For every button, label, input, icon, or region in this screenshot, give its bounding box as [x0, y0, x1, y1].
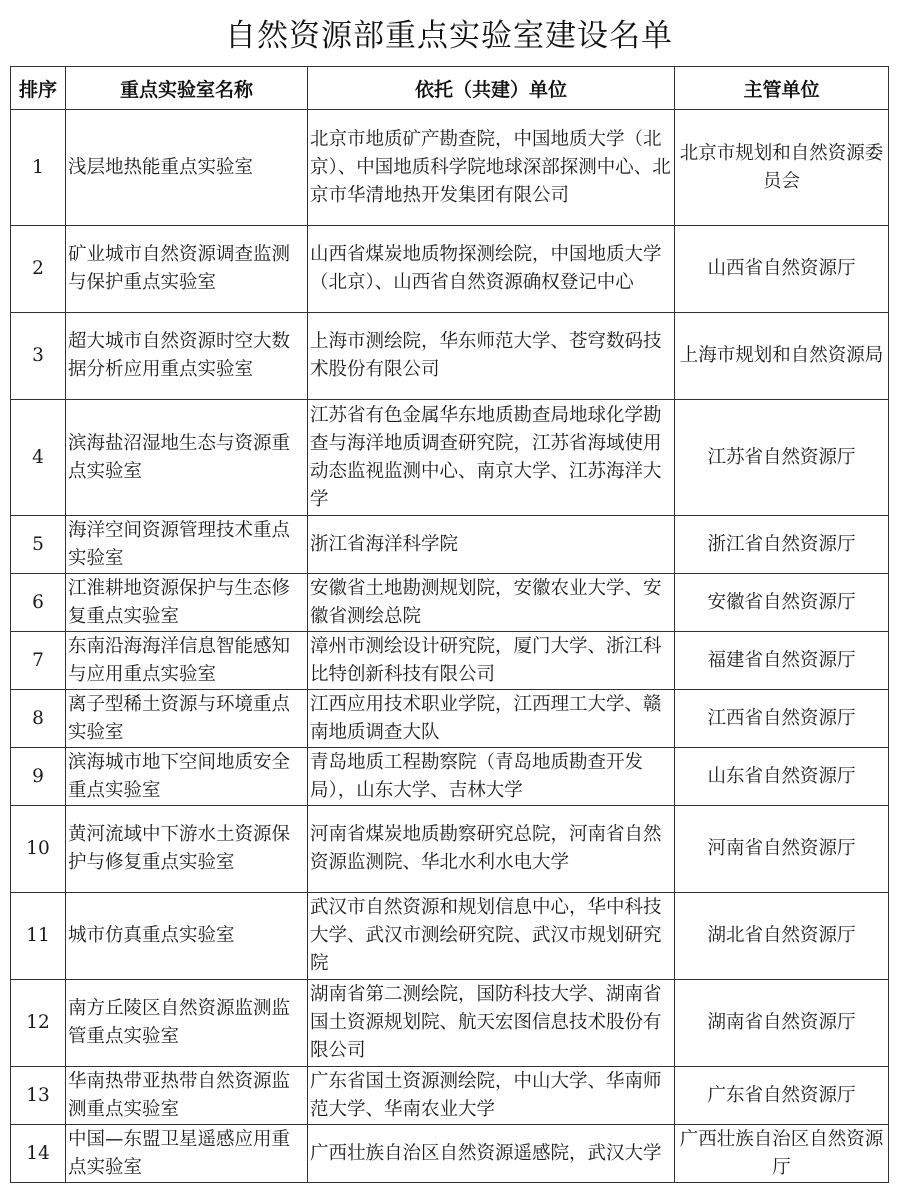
row-host-units: 漳州市测绘设计研究院，厦门大学、浙江科比特创新科技有限公司 — [308, 632, 675, 690]
row-lab-name: 东南沿海海洋信息智能感知与应用重点实验室 — [66, 632, 308, 690]
row-rank: 11 — [11, 893, 66, 980]
row-host-units: 安徽省土地勘测规划院，安徽农业大学、安徽省测绘总院 — [308, 574, 675, 632]
row-rank: 14 — [11, 1125, 66, 1183]
row-lab-name: 江淮耕地资源保护与生态修复重点实验室 — [66, 574, 308, 632]
row-lab-name: 城市仿真重点实验室 — [66, 893, 308, 980]
row-supervising-unit: 广东省自然资源厅 — [675, 1067, 889, 1125]
row-supervising-unit: 河南省自然资源厅 — [675, 806, 889, 893]
document-title: 自然资源部重点实验室建设名单 — [225, 18, 673, 54]
row-supervising-unit: 北京市规划和自然资源委员会 — [675, 110, 889, 226]
table-row — [11, 226, 889, 313]
row-host-units: 江苏省有色金属华东地质勘查局地球化学勘查与海洋地质调查研究院，江苏省海域使用动态监视监测中心、南京大学、江苏海洋大学 — [308, 400, 675, 516]
row-supervising-unit: 上海市规划和自然资源局 — [675, 313, 889, 400]
row-host-units: 北京市地质矿产勘查院，中国地质大学（北京）、中国地质科学院地球深部探测中心、北京市华清地热开发集团有限公司 — [308, 110, 675, 226]
row-supervising-unit: 山东省自然资源厅 — [675, 748, 889, 806]
table-row — [11, 400, 889, 516]
row-supervising-unit: 湖北省自然资源厅 — [675, 893, 889, 980]
row-host-units: 青岛地质工程勘察院（青岛地质勘查开发局），山东大学、吉林大学 — [308, 748, 675, 806]
row-host-units: 江西应用技术职业学院，江西理工大学、赣南地质调查大队 — [308, 690, 675, 748]
table-row — [11, 980, 889, 1067]
header-rank: 排序 — [11, 67, 66, 110]
row-host-units: 山西省煤炭地质物探测绘院，中国地质大学（北京）、山西省自然资源确权登记中心 — [308, 226, 675, 313]
row-host-units: 上海市测绘院，华东师范大学、苍穹数码技术股份有限公司 — [308, 313, 675, 400]
row-rank: 7 — [11, 632, 66, 690]
header-lab-name: 重点实验室名称 — [66, 67, 308, 110]
row-rank: 12 — [11, 980, 66, 1067]
row-lab-name: 南方丘陵区自然资源监测监管重点实验室 — [66, 980, 308, 1067]
row-host-units: 浙江省海洋科学院 — [308, 516, 675, 574]
row-rank: 3 — [11, 313, 66, 400]
row-lab-name: 中国—东盟卫星遥感应用重点实验室 — [66, 1125, 308, 1183]
table-row — [11, 806, 889, 893]
table-row — [11, 110, 889, 226]
row-host-units: 河南省煤炭地质勘察研究总院，河南省自然资源监测院、华北水利水电大学 — [308, 806, 675, 893]
row-rank: 5 — [11, 516, 66, 574]
row-lab-name: 矿业城市自然资源调查监测与保护重点实验室 — [66, 226, 308, 313]
row-lab-name: 浅层地热能重点实验室 — [66, 110, 308, 226]
row-lab-name: 滨海盐沼湿地生态与资源重点实验室 — [66, 400, 308, 516]
row-host-units: 湖南省第二测绘院，国防科技大学、湖南省国土资源规划院、航天宏图信息技术股份有限公司 — [308, 980, 675, 1067]
header-supervising-unit: 主管单位 — [675, 67, 889, 110]
row-lab-name: 滨海城市地下空间地质安全重点实验室 — [66, 748, 308, 806]
row-supervising-unit: 广西壮族自治区自然资源厅 — [675, 1125, 889, 1183]
row-rank: 1 — [11, 110, 66, 226]
row-supervising-unit: 安徽省自然资源厅 — [675, 574, 889, 632]
table-row — [11, 1125, 889, 1183]
laboratory-list-table — [10, 66, 889, 1183]
row-lab-name: 黄河流域中下游水土资源保护与修复重点实验室 — [66, 806, 308, 893]
table-row — [11, 690, 889, 748]
table-row — [11, 632, 889, 690]
row-rank: 10 — [11, 806, 66, 893]
row-host-units: 广西壮族自治区自然资源遥感院，武汉大学 — [308, 1125, 675, 1183]
row-rank: 9 — [11, 748, 66, 806]
table-row — [11, 313, 889, 400]
table-row — [11, 893, 889, 980]
table-row — [11, 516, 889, 574]
row-lab-name: 离子型稀土资源与环境重点实验室 — [66, 690, 308, 748]
row-rank: 13 — [11, 1067, 66, 1125]
row-supervising-unit: 山西省自然资源厅 — [675, 226, 889, 313]
row-lab-name: 华南热带亚热带自然资源监测重点实验室 — [66, 1067, 308, 1125]
table-row — [11, 748, 889, 806]
row-rank: 6 — [11, 574, 66, 632]
row-supervising-unit: 湖南省自然资源厅 — [675, 980, 889, 1067]
row-rank: 8 — [11, 690, 66, 748]
row-supervising-unit: 江苏省自然资源厅 — [675, 400, 889, 516]
table-row — [11, 1067, 889, 1125]
row-rank: 2 — [11, 226, 66, 313]
row-supervising-unit: 浙江省自然资源厅 — [675, 516, 889, 574]
row-supervising-unit: 福建省自然资源厅 — [675, 632, 889, 690]
row-host-units: 武汉市自然资源和规划信息中心，华中科技大学、武汉市测绘研究院、武汉市规划研究院 — [308, 893, 675, 980]
row-lab-name: 海洋空间资源管理技术重点实验室 — [66, 516, 308, 574]
row-lab-name: 超大城市自然资源时空大数据分析应用重点实验室 — [66, 313, 308, 400]
table-row — [11, 574, 889, 632]
header-host-units: 依托（共建）单位 — [308, 67, 675, 110]
table-header-row — [11, 67, 889, 110]
row-supervising-unit: 江西省自然资源厅 — [675, 690, 889, 748]
row-rank: 4 — [11, 400, 66, 516]
row-host-units: 广东省国土资源测绘院，中山大学、华南师范大学、华南农业大学 — [308, 1067, 675, 1125]
